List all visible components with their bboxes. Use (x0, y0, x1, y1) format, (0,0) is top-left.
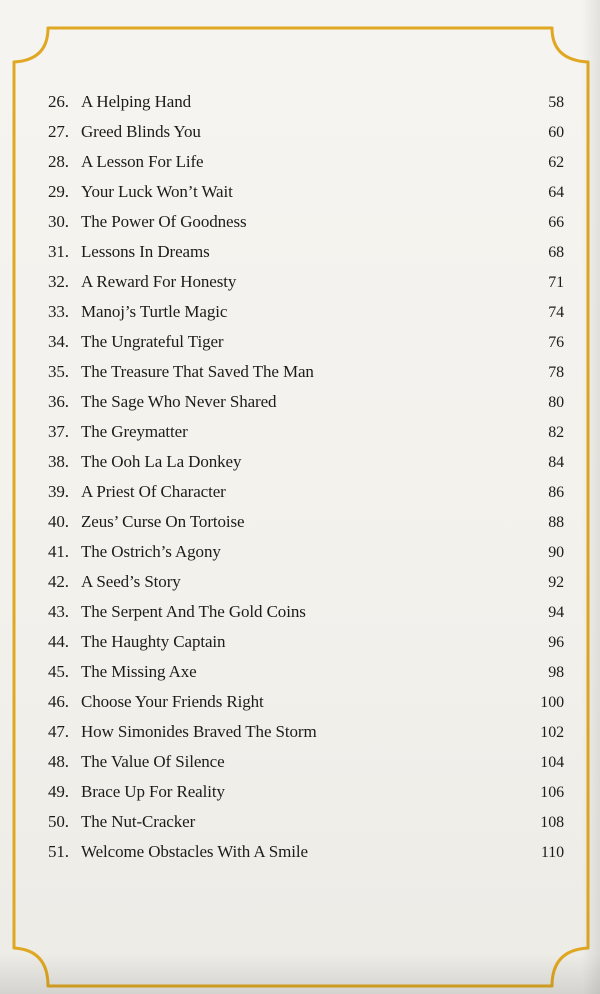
chapter-title: The Serpent And The Gold Coins (81, 602, 306, 621)
chapter-title: Lessons In Dreams (81, 242, 210, 261)
page-number: 88 (548, 514, 564, 531)
chapter-title: Brace Up For Reality (81, 782, 225, 801)
chapter-number: 30. (48, 212, 69, 231)
chapter-number: 35. (48, 362, 69, 381)
toc-entry[interactable] (48, 452, 564, 482)
page-number: 68 (548, 244, 564, 261)
toc-entry[interactable] (48, 422, 564, 452)
page-number: 62 (548, 154, 564, 171)
chapter-number: 36. (48, 392, 69, 411)
toc-entry[interactable] (48, 812, 564, 842)
page-number: 92 (548, 574, 564, 591)
toc-entry[interactable] (48, 212, 564, 242)
chapter-number: 38. (48, 452, 69, 471)
page-number: 100 (540, 694, 564, 711)
page-number: 110 (540, 844, 564, 861)
chapter-number: 31. (48, 242, 69, 261)
chapter-number: 45. (48, 662, 69, 681)
page-number: 58 (548, 94, 564, 111)
toc-entry[interactable] (48, 572, 564, 602)
page-number: 102 (540, 724, 564, 741)
chapter-title: The Power Of Goodness (81, 212, 247, 231)
chapter-title: The Treasure That Saved The Man (81, 362, 314, 381)
toc-entry[interactable] (48, 752, 564, 782)
toc-entry[interactable] (48, 152, 564, 182)
chapter-number: 39. (48, 482, 69, 501)
page-number: 86 (548, 484, 564, 501)
chapter-number: 44. (48, 632, 69, 651)
toc-entry[interactable] (48, 512, 564, 542)
toc-entry[interactable] (48, 392, 564, 422)
chapter-number: 51. (48, 842, 69, 861)
toc-entry[interactable] (48, 542, 564, 572)
page-number: 98 (548, 664, 564, 681)
toc-entry[interactable] (48, 362, 564, 392)
page-number: 71 (548, 274, 564, 291)
chapter-number: 33. (48, 302, 69, 321)
chapter-title: The Ostrich’s Agony (81, 542, 221, 561)
chapter-number: 46. (48, 692, 69, 711)
chapter-title: How Simonides Braved The Storm (81, 722, 317, 741)
chapter-number: 32. (48, 272, 69, 291)
chapter-number: 27. (48, 122, 69, 141)
toc-entry[interactable] (48, 482, 564, 512)
chapter-title: The Ungrateful Tiger (81, 332, 224, 351)
toc-entry[interactable] (48, 782, 564, 812)
toc-entry[interactable] (48, 182, 564, 212)
toc-entry[interactable] (48, 242, 564, 272)
chapter-number: 29. (48, 182, 69, 201)
table-of-contents (48, 92, 564, 872)
page-edge-shadow (582, 0, 600, 994)
chapter-number: 41. (48, 542, 69, 561)
chapter-title: The Ooh La La Donkey (81, 452, 242, 471)
page-number: 82 (548, 424, 564, 441)
page-number: 76 (548, 334, 564, 351)
toc-entry[interactable] (48, 272, 564, 302)
page-number: 108 (540, 814, 564, 831)
page-number: 84 (548, 454, 564, 471)
chapter-title: The Haughty Captain (81, 632, 226, 651)
chapter-number: 49. (48, 782, 69, 801)
chapter-title: The Greymatter (81, 422, 188, 441)
chapter-title: A Priest Of Character (81, 482, 226, 501)
chapter-number: 48. (48, 752, 69, 771)
chapter-title: Choose Your Friends Right (81, 692, 264, 711)
page-number: 94 (548, 604, 564, 621)
toc-entry[interactable] (48, 692, 564, 722)
chapter-number: 43. (48, 602, 69, 621)
toc-entry[interactable] (48, 122, 564, 152)
chapter-number: 26. (48, 92, 69, 111)
chapter-number: 34. (48, 332, 69, 351)
chapter-number: 28. (48, 152, 69, 171)
page-number: 80 (548, 394, 564, 411)
chapter-title: A Reward For Honesty (81, 272, 237, 291)
chapter-title: Your Luck Won’t Wait (81, 182, 233, 201)
chapter-number: 37. (48, 422, 69, 441)
chapter-title: Manoj’s Turtle Magic (81, 302, 228, 321)
chapter-title: A Helping Hand (81, 92, 192, 111)
toc-entry[interactable] (48, 722, 564, 752)
chapter-number: 47. (48, 722, 69, 741)
page-number: 104 (540, 754, 564, 771)
page-number: 74 (548, 304, 564, 321)
page-number: 66 (548, 214, 564, 231)
chapter-title: The Missing Axe (81, 662, 197, 681)
page-number: 90 (548, 544, 564, 561)
toc-entry[interactable] (48, 842, 564, 872)
chapter-title: The Value Of Silence (81, 752, 225, 771)
chapter-title: The Sage Who Never Shared (81, 392, 277, 411)
chapter-title: A Seed’s Story (81, 572, 181, 591)
toc-entry[interactable] (48, 92, 564, 122)
toc-entry[interactable] (48, 302, 564, 332)
toc-entry[interactable] (48, 662, 564, 692)
chapter-number: 40. (48, 512, 69, 531)
chapter-title: Welcome Obstacles With A Smile (81, 842, 308, 861)
chapter-number: 42. (48, 572, 69, 591)
toc-entry[interactable] (48, 632, 564, 662)
page-number: 96 (548, 634, 564, 651)
chapter-title: Zeus’ Curse On Tortoise (81, 512, 245, 531)
page-number: 106 (540, 784, 564, 801)
toc-entry[interactable] (48, 332, 564, 362)
toc-entry[interactable] (48, 602, 564, 632)
chapter-title: A Lesson For Life (81, 152, 204, 171)
page-number: 78 (548, 364, 564, 381)
chapter-number: 50. (48, 812, 69, 831)
page-number: 60 (548, 124, 564, 141)
page-bottom-shadow (0, 954, 600, 994)
chapter-title: The Nut-Cracker (81, 812, 196, 831)
page-number: 64 (548, 184, 564, 201)
chapter-title: Greed Blinds You (81, 122, 201, 141)
